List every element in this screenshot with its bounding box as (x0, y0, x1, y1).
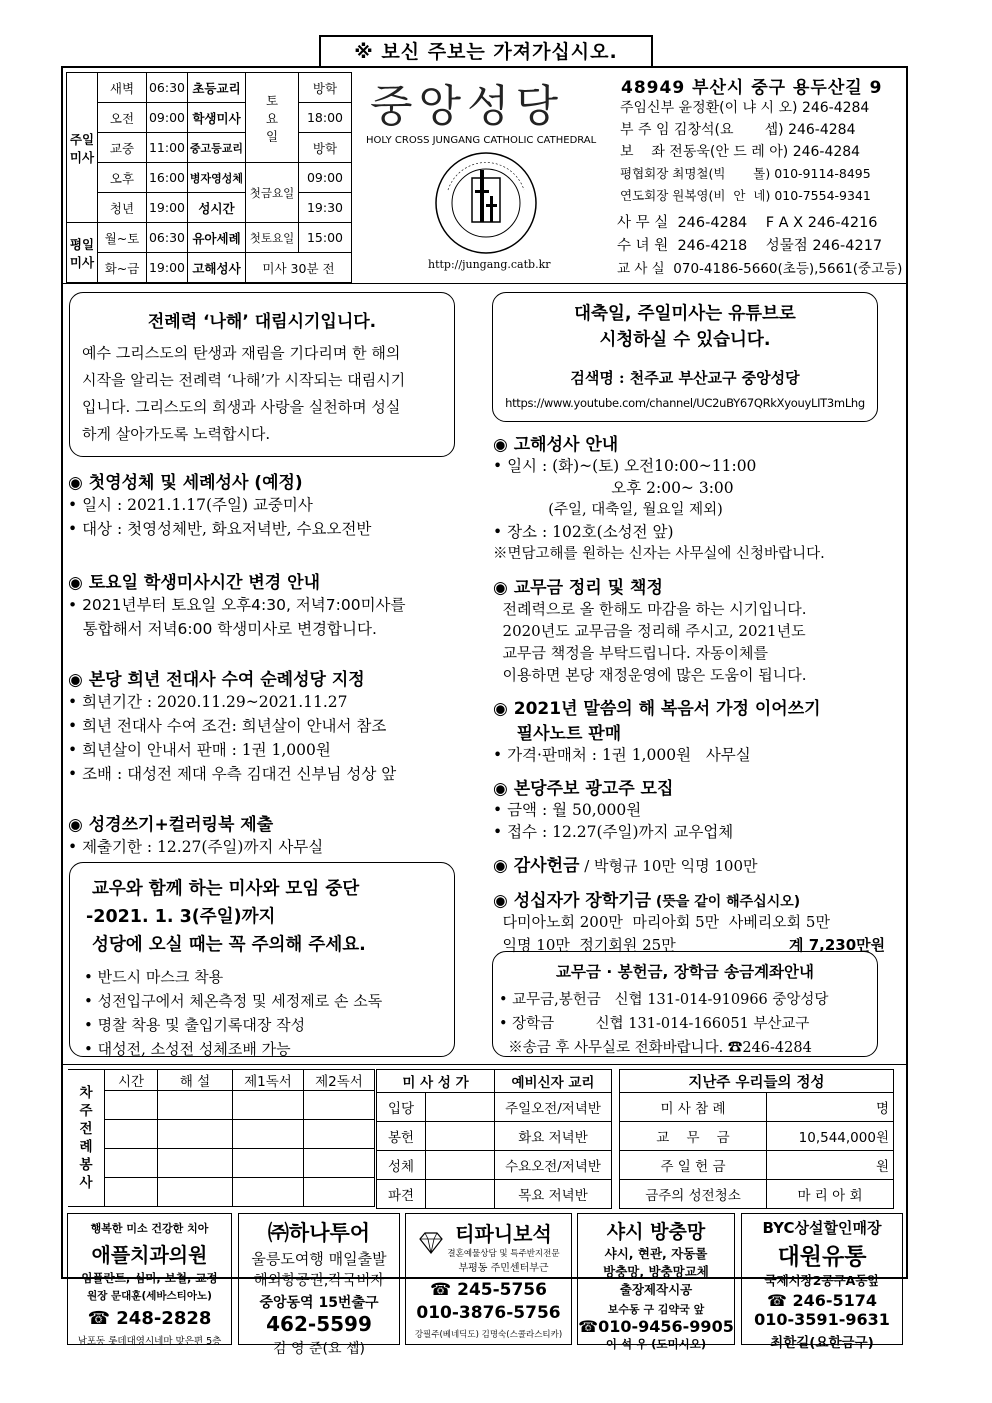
section-title: ◉ 첫영성체 및 세례성사 (예정) (68, 473, 303, 493)
reading-cell[interactable] (233, 1091, 304, 1120)
choir-schedule (376, 1069, 612, 1209)
section-advertisers (493, 774, 903, 843)
offering-table (619, 1069, 894, 1209)
ad-sash (577, 1213, 735, 1351)
section-item: 전례력으로 올 한해도 마감을 하는 시기입니다. (493, 600, 807, 618)
ad-line: 방충망, 방충망교체 (603, 1264, 709, 1279)
mass-cell: 19:00 (147, 193, 188, 223)
reading-cell[interactable] (233, 1120, 304, 1149)
ad-phone: ☎010-9456-9905 (578, 1317, 734, 1336)
section-title: ◉ 토요일 학생미사시간 변경 안내 (68, 573, 320, 593)
section-item: • 희년살이 안내서 판매 : 1권 1,000원 (68, 741, 331, 759)
offering-value: 마 리 아 회 (767, 1180, 894, 1209)
section-item: • 일시 : 2021.1.17(주일) 교중미사 (68, 496, 313, 514)
ad-dental (67, 1213, 232, 1345)
staff-line: 평협회장 최명철(빅 톨) 010-9114-8495 (620, 166, 871, 181)
mass-cell: 병자영성체 (188, 163, 246, 193)
section-item: 다미아노회 200만 마리아회 5만 사베리오회 5만 (493, 913, 830, 931)
section-item: • 가격·판매처 : 1권 1,000원 사무실 (493, 746, 751, 764)
mass-cell: 오전 (98, 103, 147, 133)
section-confession (493, 430, 903, 565)
choir-cell[interactable] (426, 1093, 495, 1122)
mass-cell: 고해성사 (188, 253, 246, 283)
mass-cell: 19:30 (299, 193, 352, 223)
reading-cell[interactable] (105, 1120, 158, 1149)
ad-byc (741, 1213, 903, 1351)
tables-divider (63, 1064, 906, 1065)
mass-cell: 유아세례 (188, 223, 246, 253)
ad-line: 해외항공권,각국비자 (253, 1273, 385, 1289)
section-item: • 대상 : 첫영성체반, 화요저녁반, 수요오전반 (68, 520, 372, 538)
office-line: 수 녀 원 246-4218 성물점 246-4217 (617, 238, 883, 254)
section-thanks-offering (493, 851, 903, 876)
office-line: 교 사 실 070-4186-5660(초등),5661(중고등) (617, 261, 903, 277)
ad-name: 티파니보석 (455, 1222, 552, 1246)
section-item: 통합해서 저녁6:00 학생미사로 변경합니다. (68, 620, 377, 638)
mass-cell: 11:00 (147, 133, 188, 163)
reading-cell[interactable] (233, 1149, 304, 1178)
suspension-title: 성당에 오실 때는 꼭 주의해 주세요. (92, 935, 366, 955)
ad-phone: ☎ 245-5756 (430, 1280, 547, 1300)
section-scholarship (493, 886, 903, 957)
mass-cell: 오후 (98, 163, 147, 193)
mass-cell: 06:30 (147, 223, 188, 253)
sunday-mass-label: 주일 미사 (67, 73, 98, 223)
mass-cell: 중고등교리 (188, 133, 246, 163)
choir-part: 입당 (377, 1093, 426, 1122)
mass-cell: 첫토요일 (246, 223, 299, 253)
mass-cell: 미사 30분 전 (246, 253, 352, 283)
first-friday-label: 첫금요일 (246, 163, 299, 223)
offering-label: 주 일 헌 금 (620, 1151, 767, 1180)
section-item: • 일시 : (화)~(토) 오전10:00~11:00 (493, 457, 757, 475)
section-suffix: / 박형규 10만 익명 100만 (579, 857, 758, 875)
reading-cell[interactable] (233, 1178, 304, 1207)
suspension-item: • 성전입구에서 체온측정 및 세정제로 손 소독 (84, 992, 383, 1010)
ad-tiffany (405, 1213, 572, 1345)
choir-cell[interactable] (426, 1180, 495, 1209)
offering-label: 미 사 참 례 (620, 1093, 767, 1122)
ad-line: 최한길(요한금구) (770, 1335, 874, 1351)
section-title: ◉ 본당 희년 전대사 수여 순례성당 지정 (68, 670, 365, 690)
parish-seal (428, 150, 544, 256)
reading-header: 시간 (105, 1070, 158, 1091)
mass-cell: 09:00 (299, 163, 352, 193)
right-column (493, 430, 903, 957)
ad-phone: 010-3876-5756 (416, 1303, 561, 1323)
reading-cell[interactable] (105, 1149, 158, 1178)
advent-box (69, 292, 455, 457)
reading-cell[interactable] (105, 1178, 158, 1207)
section-title: ◉ 본당주보 광고주 모집 (493, 779, 674, 799)
section-title: ◉ 교무금 정리 및 책정 (493, 578, 663, 598)
mass-cell: 월~토 (98, 223, 147, 253)
ad-phone: ☎ 248-2828 (87, 1308, 212, 1329)
mass-cell: 교중 (98, 133, 147, 163)
youtube-link[interactable]: https://www.youtube.com/channel/UC2uBY67QRkXyouyLIT3mLhg (505, 396, 865, 410)
catechism-class: 화요 저녁반 (495, 1122, 612, 1151)
take-bulletin-notice: ※ 보신 주보는 가져가십시오. (319, 35, 653, 67)
reading-schedule (68, 1069, 375, 1207)
section-item: • 장소 : 102호(소성전 앞) (493, 523, 674, 541)
ad-line: 행복한 미소 건강한 치아 (90, 1222, 209, 1235)
scholarship-total: 계 7,230만원 (789, 936, 886, 954)
choir-table (376, 1069, 612, 1209)
section-item: • 희년 전대사 수여 조건: 희년살이 안내서 참조 (68, 717, 387, 735)
mass-cell: 청년 (98, 193, 147, 223)
reading-header: 해 설 (158, 1070, 233, 1091)
choir-cell[interactable] (426, 1151, 495, 1180)
section-title: ◉ 성십자가 장학기금 (493, 891, 652, 911)
cathedral-seal-icon (428, 150, 544, 256)
staff-line: 주임신부 윤정환(이 냐 시 오) 246-4284 (620, 100, 870, 116)
section-item: • 금액 : 월 50,000원 (493, 801, 642, 819)
mass-cell: 방학 (299, 133, 352, 163)
section-item: (주일, 대축일, 월요일 제외) (493, 502, 723, 518)
ad-hanatour (238, 1213, 400, 1357)
suspension-item: • 반드시 마스크 착용 (84, 968, 224, 986)
section-item: • 접수 : 12.27(주일)까지 교우업체 (493, 823, 734, 841)
mass-cell: 새벽 (98, 73, 147, 103)
offering-title: 지난주 우리들의 정성 (620, 1070, 894, 1093)
choir-cell[interactable] (426, 1122, 495, 1151)
mass-cell: 16:00 (147, 163, 188, 193)
ad-line: 보수동 구 김약국 앞 (607, 1303, 705, 1316)
ad-line: 이 석 우 (도미시오) (605, 1337, 707, 1351)
section-title: 필사노트 판매 (493, 724, 622, 744)
office-line: 사 무 실 246-4284 F A X 246-4216 (617, 215, 878, 231)
parish-url: http://jungang.catb.kr (428, 258, 551, 271)
ad-line: 부평동 주민센터부근 (458, 1263, 549, 1274)
ad-phone: 010-3591-9631 (754, 1310, 890, 1329)
youtube-title: 시청하실 수 있습니다. (599, 330, 771, 350)
section-suffix: (뜻을 같이 해주십시오) (651, 894, 801, 910)
section-item: 이용하면 본당 재정운영에 많은 도움이 됩니다. (493, 666, 807, 684)
offering-label: 교 무 금 (620, 1122, 767, 1151)
reading-header: 제1독서 (233, 1070, 304, 1091)
ad-line: 원장 문대훈(세바스티아노) (87, 1290, 212, 1302)
ad-name: 샤시 방충망 (606, 1221, 706, 1243)
staff-line: 보 좌 전동욱(안 드 레 아) 246-4284 (620, 144, 861, 160)
mass-cell: 성시간 (188, 193, 246, 223)
section-church-dues (493, 573, 903, 686)
ad-phone: 462-5599 (266, 1312, 372, 1336)
section-title: ◉ 2021년 말씀의 해 복음서 가정 이어쓰기 (493, 699, 821, 719)
catechism-class: 주일오전/저녁반 (495, 1093, 612, 1122)
staff-contacts (620, 97, 871, 207)
staff-line: 부 주 임 김창석(요 셉) 246-4284 (620, 122, 856, 138)
section-item: 교무금 책정을 부탁드립니다. 자동이체를 (493, 644, 768, 662)
section-item: 2020년도 교무금을 정리해 주시고, 2021년도 (493, 622, 806, 640)
ad-line: BYC상설할인매장 (762, 1219, 882, 1237)
youtube-search: 검색명 : 천주교 부산교구 중앙성당 (570, 369, 800, 387)
ad-phone: ☎ 246-5174 (766, 1291, 878, 1310)
ad-line: 출장제작시공 (619, 1282, 693, 1297)
mass-cell: 15:00 (299, 223, 352, 253)
section-first-communion (68, 468, 468, 541)
mass-cell: 06:30 (147, 73, 188, 103)
reading-cell[interactable] (304, 1091, 375, 1120)
section-item: 익명 10만 정기회원 25만 (493, 936, 676, 954)
advent-line: 시작을 알리는 전례력 ‘나해’가 시작되는 대림시기 (82, 371, 406, 389)
advent-line: 하게 살아가도록 노력합시다. (82, 425, 271, 443)
ad-line: 국제시장2공구A동앞 (764, 1273, 880, 1288)
reading-cell[interactable] (105, 1091, 158, 1120)
section-item: 오후 2:00~ 3:00 (493, 479, 734, 497)
header-divider (63, 283, 906, 284)
offering-label: 금주의 성전청소 (620, 1180, 767, 1209)
mass-cell: 초등교리 (188, 73, 246, 103)
suspension-item: • 대성전, 소성전 성체조배 가능 (84, 1040, 291, 1058)
youtube-box (492, 292, 878, 422)
ad-name: 대원유통 (777, 1244, 867, 1270)
youtube-title: 대축일, 주일미사는 유튜브로 (574, 304, 796, 324)
ad-line: 결혼예물상담 및 특주반지전문 (447, 1249, 560, 1259)
mass-cell: 19:00 (147, 253, 188, 283)
section-bible-writing (68, 810, 468, 859)
section-gospel-notebook (493, 694, 903, 766)
section-item: • 2021년부터 토요일 오후4:30, 저녁7:00미사를 (68, 596, 406, 614)
section-title: ◉ 감사헌금 (493, 856, 580, 876)
advent-line: 예수 그리스도의 탄생과 재림을 기다리며 한 해의 (82, 344, 401, 362)
choir-part: 성체 (377, 1151, 426, 1180)
catechism-header: 예비신자 교리 (495, 1070, 612, 1093)
section-title: ◉ 성경쓰기+컬러링북 제출 (68, 815, 274, 835)
suspension-title: -2021. 1. 3(주일)까지 (86, 907, 276, 927)
offering-report (619, 1069, 894, 1209)
left-column (68, 468, 468, 859)
reading-cell[interactable] (304, 1178, 375, 1207)
offering-value: 명 (767, 1093, 894, 1122)
diamond-icon (418, 1232, 444, 1258)
mass-cell: 09:00 (147, 103, 188, 133)
section-student-mass (68, 568, 468, 641)
account-line: ※송금 후 사무실로 전화바랍니다. ☎246-4284 (499, 1040, 812, 1056)
reading-cell[interactable] (304, 1149, 375, 1178)
weekday-mass-label: 평일 미사 (67, 223, 98, 283)
reading-table (68, 1069, 375, 1207)
office-contacts (617, 212, 902, 281)
accounts-title: 교무금 · 봉헌금, 장학금 송금계좌안내 (556, 963, 814, 981)
catechism-class: 목요 저녁반 (495, 1180, 612, 1209)
accounts-box (492, 951, 878, 1057)
mass-cell: 학생미사 (188, 103, 246, 133)
choir-part: 봉헌 (377, 1122, 426, 1151)
suspension-box (69, 862, 455, 1057)
section-item: • 희년기간 : 2020.11.29~2021.11.27 (68, 693, 348, 711)
parish-title: 중앙성당 (370, 81, 565, 132)
reading-cell[interactable] (304, 1120, 375, 1149)
ad-line: 임플란트, 심미, 보철, 교정 (81, 1271, 218, 1285)
choir-header: 미 사 성 가 (377, 1070, 495, 1093)
section-jubilee (68, 665, 468, 786)
suspension-title: 교우와 함께 하는 미사와 모임 중단 (92, 879, 360, 899)
mass-schedule-table (66, 72, 352, 283)
ad-name: ㈜하나투어 (267, 1221, 371, 1245)
reading-cell[interactable] (158, 1178, 233, 1207)
parish-address: 48949 부산시 중구 용두산길 9 (621, 78, 883, 98)
staff-line: 연도회장 원복영(비 안 네) 010-7554-9341 (620, 188, 871, 203)
mass-schedule (66, 72, 352, 283)
section-item: • 조배 : 대성전 제대 우측 김대건 신부님 성상 앞 (68, 765, 397, 783)
reading-cell[interactable] (158, 1091, 233, 1120)
catechism-class: 수요오전/저녁반 (495, 1151, 612, 1180)
account-line: • 교무금,봉헌금 신협 131-014-910966 중앙성당 (499, 992, 829, 1008)
section-item: ※면담고해를 원하는 신자는 사무실에 신청바랍니다. (493, 546, 825, 562)
suspension-item: • 명찰 착용 및 출입기록대장 작성 (84, 1016, 306, 1034)
mass-cell: 화~금 (98, 253, 147, 283)
ad-name: 애플치과의원 (91, 1243, 208, 1267)
account-line: • 장학금 신협 131-014-166051 부산교구 (499, 1016, 810, 1032)
mass-cell: 18:00 (299, 103, 352, 133)
offering-value: 원 (767, 1151, 894, 1180)
advent-line: 입니다. 그리스도의 희생과 사랑을 실천하며 성실 (82, 398, 401, 416)
ad-line: 김 영 준(요 셉) (273, 1341, 365, 1357)
reading-cell[interactable] (158, 1120, 233, 1149)
ad-line: 샤시, 현관, 자동롤 (604, 1246, 708, 1261)
saturday-label: 토 요 일 (246, 73, 299, 163)
choir-part: 파견 (377, 1180, 426, 1209)
ad-line: 울릉도여행 매일출발 (251, 1250, 387, 1268)
mass-cell: 방학 (299, 73, 352, 103)
ad-line: 중앙동역 15번출구 (259, 1295, 379, 1311)
section-title: ◉ 고해성사 안내 (493, 435, 619, 455)
reading-header: 제2독서 (304, 1070, 375, 1091)
offering-value: 10,544,000원 (767, 1122, 894, 1151)
reading-cell[interactable] (158, 1149, 233, 1178)
reading-side-label: 차 주 전 례 봉 사 (68, 1070, 105, 1207)
ad-line: 강필주(베네딕도) 김명숙(스콜라스티카) (414, 1330, 563, 1340)
ad-line: 남포동 롯데대영시네마 맞은편 5층 (77, 1336, 222, 1347)
advent-title: 전례력 ‘나해’ 대림시기입니다. (147, 312, 377, 332)
section-item: • 제출기한 : 12.27(주일)까지 사무실 (68, 838, 324, 856)
parish-english-name: HOLY CROSS JUNGANG CATHOLIC CATHEDRAL (366, 135, 597, 146)
